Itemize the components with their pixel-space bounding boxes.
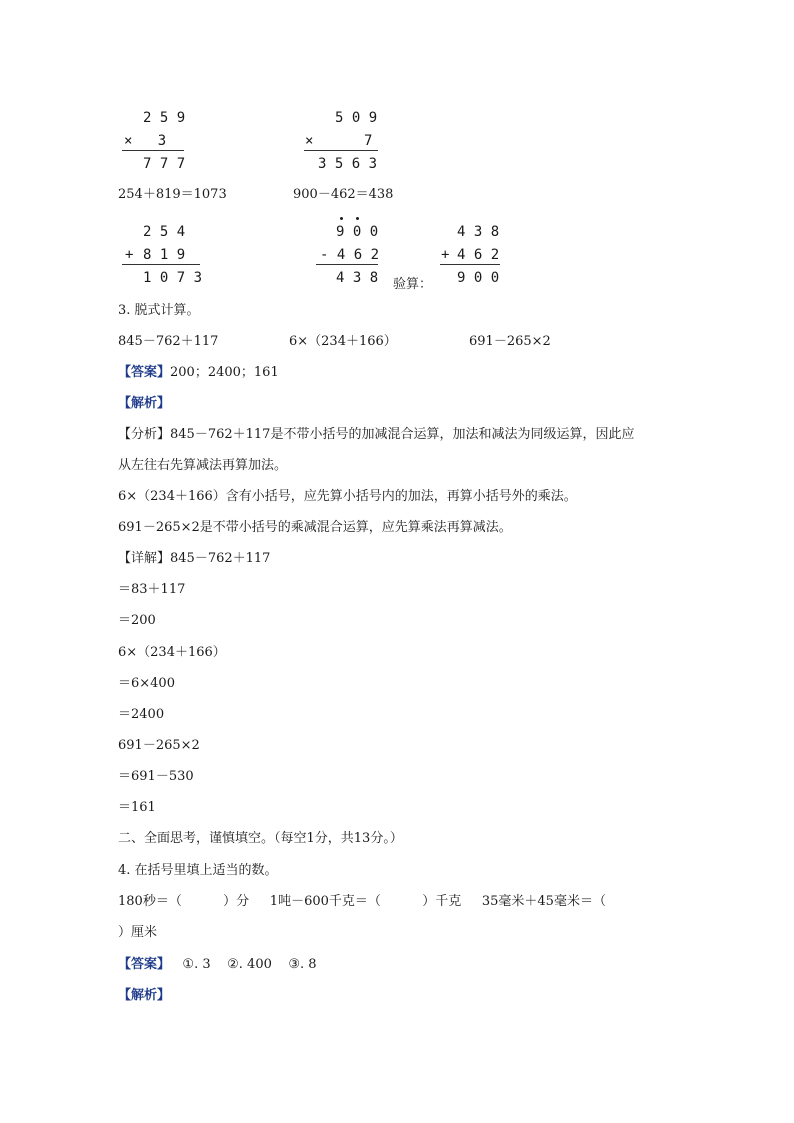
mul1-mid: × 3 xyxy=(124,133,167,149)
analysis-p1b: 从左往右先算减法再算加法。 xyxy=(118,458,288,473)
answer2-row xyxy=(118,957,317,973)
mul1-rule xyxy=(122,150,184,151)
detail-step: 6×（234＋166） xyxy=(118,645,226,660)
check-sign: + xyxy=(441,247,450,263)
q3-title: 3. 脱式计算。 xyxy=(118,303,200,318)
check-result: 9 0 0 xyxy=(457,270,500,286)
sub-mid: - 4 6 2 xyxy=(320,247,380,263)
analysis2-label: 【解析】 xyxy=(118,988,171,1003)
q3-expr-3: 691－265×2 xyxy=(469,334,551,349)
mul2-result: 3 5 6 3 xyxy=(318,156,378,172)
answer-text: 200；2400；161 xyxy=(170,365,279,380)
mul1-result: 7 7 7 xyxy=(143,156,186,172)
detail-step: ＝83＋117 xyxy=(118,582,186,597)
check-rule xyxy=(440,264,500,265)
detail-step: 691－265×2 xyxy=(118,738,200,753)
add-rule xyxy=(122,264,200,265)
analysis-head: 【分析】 xyxy=(118,427,171,442)
detail-step: ＝691－530 xyxy=(118,769,194,784)
section-2-heading: 二、全面思考，谨慎填空。（每空1分，共13分。） xyxy=(118,831,403,846)
add-result: 1 0 7 3 xyxy=(143,270,203,286)
detail-label: 【详解】 xyxy=(118,551,171,566)
q3-expr-1: 845－762＋117 xyxy=(118,334,219,349)
expr-sub: 900－462＝438 xyxy=(293,187,394,202)
add-sign: + xyxy=(125,247,134,263)
q4-line-1: 180秒＝（ ）分 1吨－600千克＝（ ）千克 35毫米＋45毫米＝（ xyxy=(118,894,606,909)
detail-step: ＝200 xyxy=(118,613,156,628)
detail-step: ＝2400 xyxy=(118,707,165,722)
mul2-mid: × 7 xyxy=(305,133,373,149)
borrow-dot xyxy=(356,217,359,220)
analysis-label: 【解析】 xyxy=(118,396,171,411)
detail-row xyxy=(118,551,270,567)
add-mid: 8 1 9 xyxy=(143,247,186,263)
expr-add: 254＋819＝1073 xyxy=(118,187,227,202)
answer2-label: 【答案】 xyxy=(118,957,171,972)
analysis-p2: 6×（234＋166）含有小括号，应先算小括号内的加法，再算小括号外的乘法。 xyxy=(118,489,577,504)
q3-expr-2: 6×（234＋166） xyxy=(289,334,397,349)
borrow-dot xyxy=(340,217,343,220)
detail-step: 845－762＋117 xyxy=(170,551,271,566)
answer-label: 【答案】 xyxy=(118,365,171,380)
analysis-p1a: 845－762＋117是不带小括号的加减混合运算，加法和减法为同级运算，因此应 xyxy=(170,427,635,442)
analysis-p3: 691－265×2是不带小括号的乘减混合运算，应先算乘法再算减法。 xyxy=(118,520,512,535)
mul1-top: 2 5 9 xyxy=(143,110,186,126)
sub-result: 4 3 8 xyxy=(336,270,379,286)
check-top: 4 3 8 xyxy=(457,224,500,240)
detail-step: ＝6×400 xyxy=(118,676,175,691)
mul2-top: 5 0 9 xyxy=(335,110,378,126)
answer-row xyxy=(118,365,279,381)
check-label: 验算： xyxy=(393,277,433,292)
q4-line-2: ）厘米 xyxy=(118,925,158,940)
analysis-row-1 xyxy=(118,427,634,443)
q4-title: 4. 在括号里填上适当的数。 xyxy=(118,863,278,878)
mul2-rule xyxy=(304,150,378,151)
sub-rule xyxy=(316,264,378,265)
check-mid: 4 6 2 xyxy=(457,247,500,263)
add-top: 2 5 4 xyxy=(143,224,186,240)
detail-step: ＝161 xyxy=(118,800,156,815)
sub-top: 9 0 0 xyxy=(336,224,379,240)
answer2-text: ①. 3 ②. 400 ③. 8 xyxy=(170,957,317,972)
